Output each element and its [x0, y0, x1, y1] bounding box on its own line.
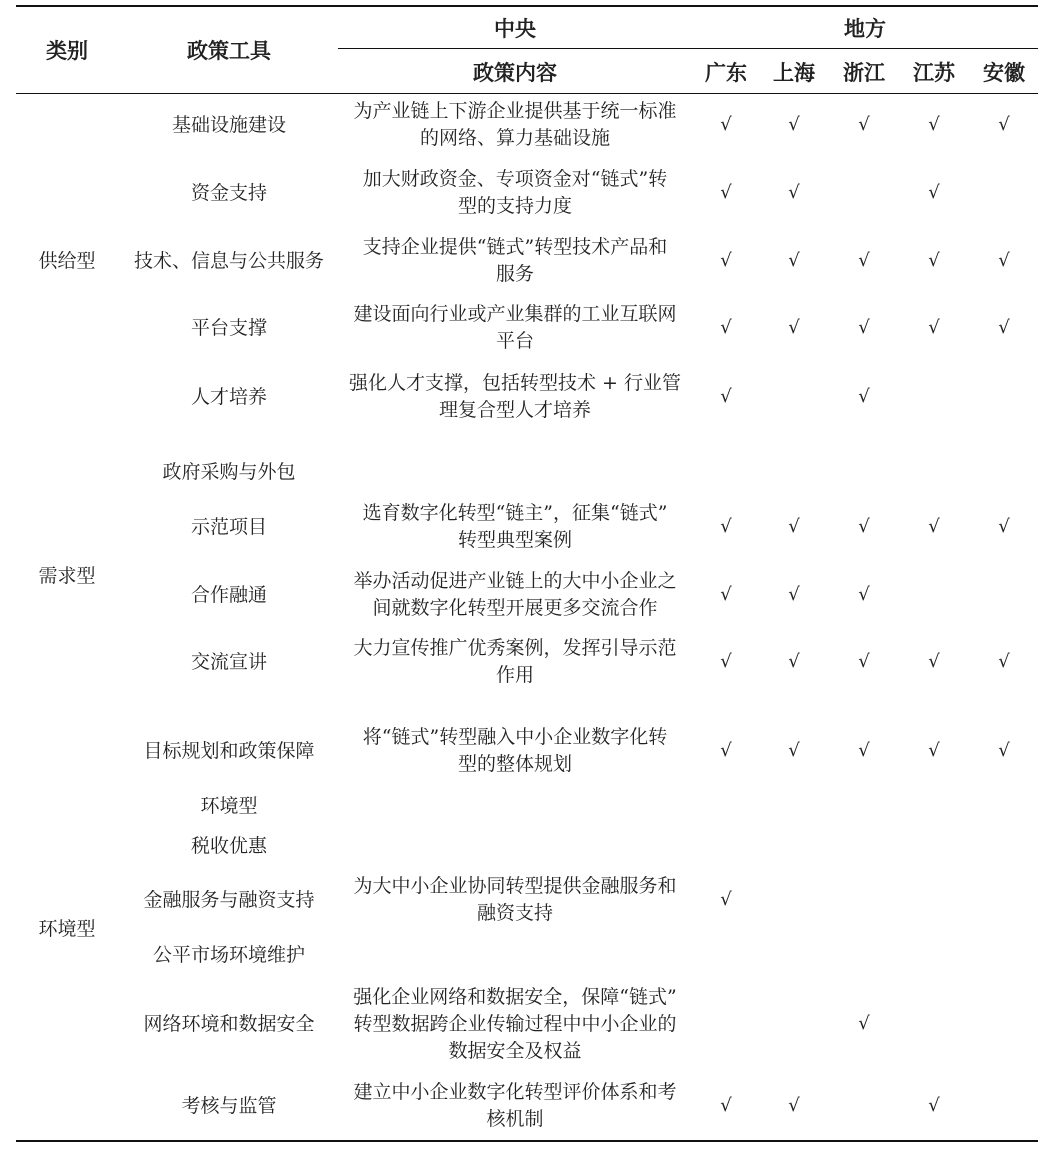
check-mark: √: [928, 516, 940, 537]
tool-cell: 金融服务与融资支持: [143, 889, 315, 911]
check-mark: √: [858, 651, 870, 672]
check-mark: √: [788, 651, 800, 672]
check-mark: √: [998, 317, 1010, 338]
content-line: 强化企业网络和数据安全，保障“链式”: [353, 985, 677, 1008]
check-mark: √: [858, 250, 870, 271]
check-mark: √: [720, 516, 732, 537]
header-category: 类别: [46, 38, 88, 63]
check-mark: √: [720, 317, 732, 338]
content-line: 建设面向行业或产业集群的工业互联网: [353, 303, 677, 325]
check-mark: √: [998, 740, 1010, 761]
content-line: 强化人才支撑，包括转型技术 + 行业管: [349, 372, 681, 394]
tool-cell: 税收优惠: [190, 835, 268, 857]
check-mark: √: [788, 1095, 800, 1116]
tool-cell: 人才培养: [190, 386, 268, 408]
content-line: 建立中小企业数字化转型评价体系和考: [353, 1081, 677, 1103]
header-local: 地方: [844, 16, 886, 41]
content-cell: [363, 724, 667, 778]
check-mark: √: [720, 651, 732, 672]
content-line: 理复合型人才培养: [438, 399, 591, 421]
check-mark: √: [858, 386, 870, 407]
check-mark: √: [928, 317, 940, 338]
tool-cell: 交流宣讲: [190, 651, 268, 673]
content-cell: [363, 166, 667, 220]
tool-cell: 公平市场环境维护: [152, 944, 306, 966]
content-cell: [353, 301, 676, 355]
group-label: 供给型: [38, 250, 96, 272]
check-mark: √: [788, 584, 800, 605]
header-region-jiangsu: 江苏: [913, 60, 955, 85]
check-mark: √: [720, 250, 732, 271]
content-line: 核机制: [486, 1108, 544, 1130]
header-region-shanghai: 上海: [773, 60, 815, 85]
group-label: 需求型: [38, 565, 96, 587]
header-region-anhui: 安徽: [983, 60, 1025, 85]
check-mark: √: [720, 740, 732, 761]
check-mark: √: [720, 889, 732, 910]
content-line: 型的支持力度: [457, 195, 572, 217]
group-label: 环境型: [38, 918, 96, 940]
content-cell: [353, 98, 676, 152]
tool-cell: 考核与监管: [181, 1095, 277, 1117]
content-line: 为产业链上下游企业提供基于统一标准: [353, 100, 677, 122]
content-cell: [353, 635, 676, 689]
check-mark: √: [998, 114, 1010, 135]
content-line: 的网络、算力基础设施: [419, 127, 611, 149]
content-line: 大力宣传推广优秀案例，发挥引导示范: [353, 637, 677, 659]
content-line: 加大财政资金、专项资金对“链式”转: [362, 168, 668, 190]
content-cell: [363, 234, 667, 288]
check-mark: √: [928, 1095, 940, 1116]
header-bottom-rule: [16, 93, 1038, 94]
tool-cell: 资金支持: [190, 182, 268, 204]
tool-cell: 技术、信息与公共服务: [133, 250, 325, 272]
check-mark: √: [720, 114, 732, 135]
content-line: 将“链式”转型融入中小企业数字化转: [362, 726, 668, 748]
check-mark: √: [788, 740, 800, 761]
content-line: 支持企业提供“链式”转型技术产品和: [362, 236, 668, 258]
content-cell: [353, 1079, 676, 1133]
check-mark: √: [788, 114, 800, 135]
check-mark: √: [928, 651, 940, 672]
content-line: 融资支持: [476, 902, 554, 924]
check-mark: √: [858, 1013, 870, 1034]
tool-cell: 平台支撑: [190, 317, 268, 339]
check-mark: √: [788, 250, 800, 271]
header-region-zhejiang: 浙江: [843, 60, 885, 85]
content-line: 转型数据跨企业传输过程中中小企业的: [353, 1012, 677, 1035]
check-mark: √: [788, 182, 800, 203]
check-mark: √: [858, 516, 870, 537]
tool-cell: 基础设施建设: [171, 114, 287, 136]
tool-cell: 网络环境和数据安全: [143, 1013, 315, 1035]
content-line: 作用: [495, 664, 535, 686]
header-region-guangdong: 广东: [705, 60, 747, 85]
content-line: 平台: [495, 330, 535, 352]
content-line: 选育数字化转型“链主”，征集“链式”: [362, 502, 668, 524]
check-mark: √: [788, 516, 800, 537]
header-sub-rule: [338, 48, 1038, 49]
check-mark: √: [720, 584, 732, 605]
check-mark: √: [858, 317, 870, 338]
check-mark: √: [928, 250, 940, 271]
content-cell: [353, 568, 676, 622]
bottom-rule: [16, 1140, 1038, 1142]
header-central: 中央: [494, 16, 536, 41]
content-line: 型的整体规划: [457, 753, 572, 775]
content-line: 转型典型案例: [457, 529, 573, 551]
content-line: 服务: [495, 263, 534, 285]
content-cell: [363, 500, 668, 554]
tool-cell: 政府采购与外包: [162, 461, 296, 483]
content-line: 为大中小企业协同转型提供金融服务和: [353, 875, 677, 897]
check-mark: √: [998, 516, 1010, 537]
content-cell: [353, 984, 676, 1065]
check-mark: √: [858, 740, 870, 761]
top-rule: [16, 5, 1038, 7]
check-mark: √: [720, 386, 732, 407]
check-mark: √: [998, 250, 1010, 271]
check-mark: √: [928, 114, 940, 135]
content-cell: [353, 873, 676, 927]
check-mark: √: [928, 182, 940, 203]
check-mark: √: [720, 1095, 732, 1116]
tool-cell: 示范项目: [190, 516, 268, 538]
check-mark: √: [720, 182, 732, 203]
check-mark: √: [998, 651, 1010, 672]
tool-cell: 合作融通: [190, 584, 268, 606]
tool-cell: 目标规划和政策保障: [143, 740, 315, 762]
tool-cell: 环境型: [200, 795, 258, 817]
content-line: 间就数字化转型开展更多交流合作: [372, 597, 658, 619]
content-cell: [349, 370, 681, 424]
header-tool: 政策工具: [187, 38, 271, 63]
check-mark: √: [858, 584, 870, 605]
header-content: 政策内容: [473, 60, 557, 85]
content-line: 举办活动促进产业链上的大中小企业之: [353, 570, 677, 592]
check-mark: √: [858, 114, 870, 135]
content-line: 数据安全及权益: [448, 1039, 582, 1062]
check-mark: √: [928, 740, 940, 761]
check-mark: √: [788, 317, 800, 338]
